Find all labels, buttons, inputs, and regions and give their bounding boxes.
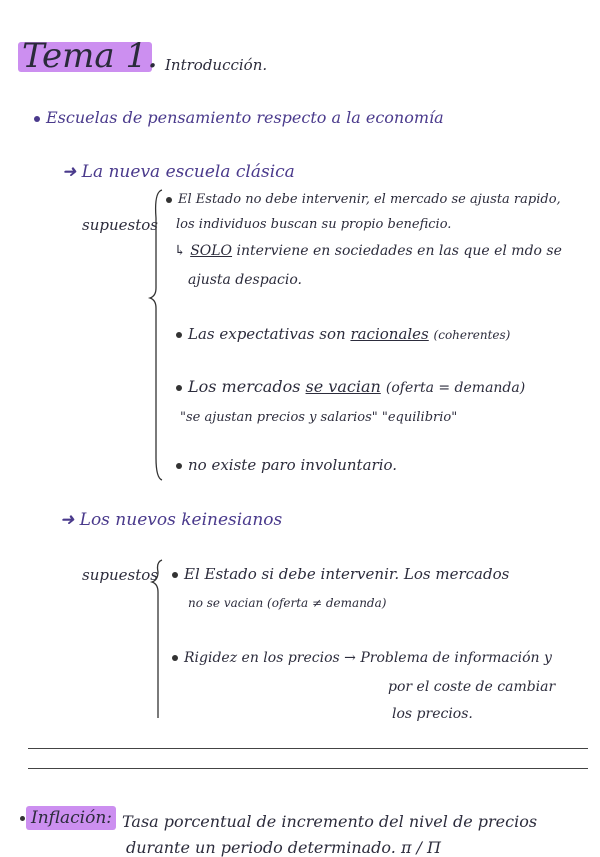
school1-item3 xyxy=(176,325,510,343)
school1-item2-line2: ajusta despacio. xyxy=(188,272,303,288)
school2-label: supuestos xyxy=(82,566,158,584)
item-note: (coherentes) xyxy=(433,328,511,342)
divider-line xyxy=(28,748,588,749)
inflation-definition: Tasa porcentual de incremento del nivel de precios xyxy=(122,812,538,831)
school2-item1-line1 xyxy=(172,565,509,583)
item-text: Rigidez en los precios → Problema de información y xyxy=(184,650,552,666)
school1-item1-line1 xyxy=(166,192,561,207)
brace-school1 xyxy=(150,188,170,484)
emphasis-text: racionales xyxy=(350,325,429,343)
school1-item4-line2: "se ajustan precios y salarios" "equilibrio" xyxy=(180,410,458,425)
title-subtitle: Introducción. xyxy=(165,56,268,74)
bullet-icon xyxy=(172,655,178,661)
school1-heading-text: La nueva escuela clásica xyxy=(81,162,295,182)
school2-heading xyxy=(60,510,282,530)
bullet-icon xyxy=(176,463,182,469)
school1-label: supuestos xyxy=(82,216,158,234)
bullet-icon xyxy=(172,572,178,578)
inflation-label xyxy=(20,808,112,828)
brace-school2 xyxy=(152,558,172,724)
inflation-label-text: Inflación: xyxy=(31,808,113,828)
school1-item1-line2: los individuos buscan su propio beneficio. xyxy=(176,217,452,232)
bullet-icon xyxy=(20,816,25,821)
school1-heading xyxy=(62,162,295,182)
school2-item2-line1 xyxy=(172,650,552,666)
section-text: Escuelas de pensamiento respecto a la economía xyxy=(46,108,444,127)
item-text: El Estado no debe intervenir, el mercado se ajusta rapido, xyxy=(178,192,561,207)
bullet-icon xyxy=(176,385,182,391)
item-text: interviene en sociedades en las que el mdo se xyxy=(236,243,562,259)
arrow-right-icon: ➜ xyxy=(62,162,82,182)
item-text: no existe paro involuntario. xyxy=(188,456,398,474)
arrow-right-icon: ➜ xyxy=(60,510,80,530)
section-heading xyxy=(34,108,444,127)
inflation-definition-line2: durante un periodo determinado. π ∕ Π xyxy=(126,838,441,857)
emphasis-text: SOLO xyxy=(190,243,233,259)
bullet-icon xyxy=(34,116,40,122)
school1-item2-line1 xyxy=(174,243,562,259)
school2-item1-line2: no se vacian (oferta ≠ demanda) xyxy=(188,596,387,610)
school1-item4-line1 xyxy=(176,377,525,396)
title-tema: Tema 1. xyxy=(22,36,158,76)
item-text: Las expectativas son xyxy=(188,325,346,343)
return-arrow-icon: ↳ xyxy=(174,243,186,259)
item-text: El Estado si debe intervenir. Los mercados xyxy=(184,565,510,583)
school1-item5 xyxy=(176,456,397,474)
item-note: (oferta = demanda) xyxy=(385,380,526,396)
item-text: Los mercados xyxy=(188,377,301,396)
emphasis-text: se vacian xyxy=(305,377,381,396)
bullet-icon xyxy=(176,332,182,338)
divider-line xyxy=(28,768,588,769)
school2-heading-text: Los nuevos keinesianos xyxy=(79,510,283,530)
school2-item2-line3: los precios. xyxy=(392,706,473,722)
bullet-icon xyxy=(166,197,172,203)
school2-item2-line2: por el coste de cambiar xyxy=(388,679,556,695)
